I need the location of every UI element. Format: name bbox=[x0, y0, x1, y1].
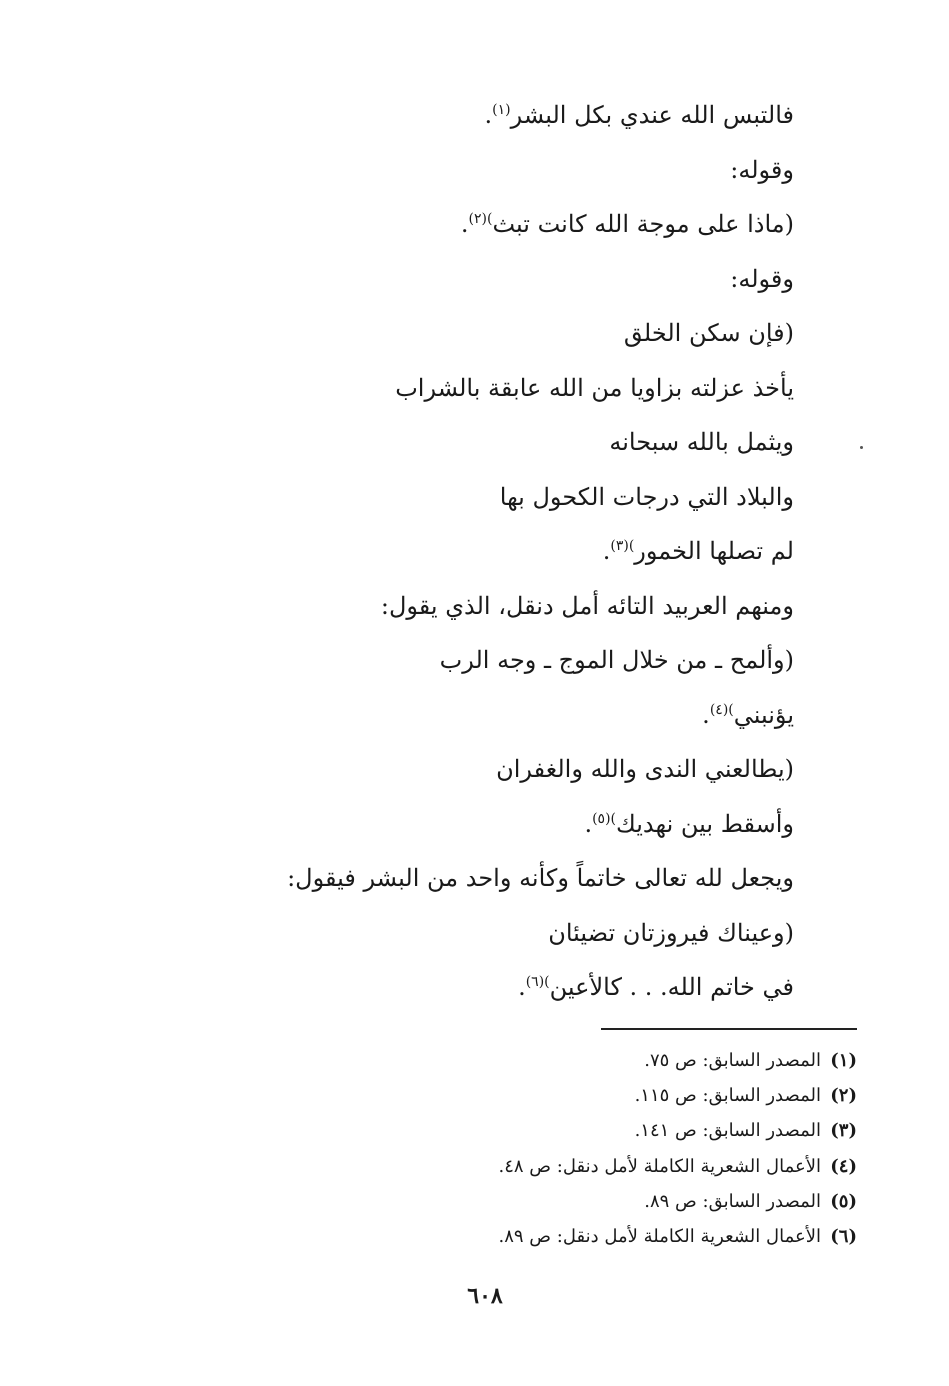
stray-dot bbox=[860, 446, 863, 449]
text-line: (ماذا على موجة الله كانت تبث$^{)(٢)}$. bbox=[460, 210, 794, 238]
text-line: في خاتم الله. . . كالأعين$^{)(٦)}$. bbox=[518, 973, 794, 1001]
footnote-text: المصدر السابق: ص ١٤١. bbox=[634, 1120, 821, 1142]
footnote-text: الأعمال الشعرية الكاملة لأمل دنقل: ص ٤٨. bbox=[498, 1155, 821, 1177]
footnote-number: (٦) bbox=[830, 1225, 857, 1247]
footnotes bbox=[297, 1043, 857, 1254]
footnote-number: (٤) bbox=[830, 1155, 857, 1177]
footnote-item bbox=[297, 1113, 857, 1148]
text-line: وأسقط بين نهديك$^{)(٥)}$. bbox=[584, 809, 794, 838]
text-line: (وعيناك فيروزتان تضيئان bbox=[548, 918, 794, 947]
text-line: لم تصلها الخمور$^{)(٣)}$. bbox=[602, 537, 794, 565]
footnote-text: الأعمال الشعرية الكاملة لأمل دنقل: ص ٨٩. bbox=[498, 1225, 821, 1247]
footnote-text: المصدر السابق: ص ٧٥. bbox=[644, 1050, 821, 1071]
text-line: ويثمل بالله سبحانه bbox=[609, 428, 794, 456]
text-line: ويجعل لله تعالى خاتماً وكأنه واحد من البشر فيقول: bbox=[287, 864, 794, 892]
footnote-number: (١) bbox=[830, 1050, 857, 1071]
text-line: ومنهم العربيد التائه أمل دنقل، الذي يقول: bbox=[380, 591, 794, 620]
footnote-item bbox=[297, 1043, 857, 1078]
footnote-item bbox=[297, 1184, 857, 1219]
text-line: وقوله: bbox=[730, 264, 794, 293]
text-line: (يطالعني الندى والله والغفران bbox=[496, 755, 794, 783]
text-line: يؤنبني$^{)(٤)}$. bbox=[702, 700, 794, 729]
footnote-separator bbox=[601, 1028, 857, 1030]
footnote-number: (٥) bbox=[830, 1190, 857, 1212]
footnote-number: (٢) bbox=[830, 1085, 857, 1107]
text-line: وقوله: bbox=[730, 155, 794, 184]
text-line: (وألمح ـ من خلال الموج ـ وجه الرب bbox=[439, 646, 794, 674]
text-line: يأخذ عزلته بزاويا من الله عابقة بالشراب bbox=[395, 373, 794, 402]
footnote-item bbox=[297, 1149, 857, 1184]
footnote-text: المصدر السابق: ص ٨٩. bbox=[644, 1190, 821, 1212]
text-line: فالتبس الله عندي بكل البشر$^{(١)}$. bbox=[484, 101, 794, 129]
text-line: والبلاد التي درجات الكحول بها bbox=[499, 482, 794, 511]
footnote-number: (٣) bbox=[830, 1120, 857, 1142]
page-number: ٦٠٨ bbox=[467, 1283, 503, 1309]
text-line: (فإن سكن الخلق bbox=[623, 319, 794, 347]
footnote-item bbox=[297, 1219, 857, 1254]
footnote-item bbox=[297, 1078, 857, 1113]
body-text bbox=[234, 88, 794, 1015]
footnote-text: المصدر السابق: ص ١١٥. bbox=[634, 1085, 821, 1107]
